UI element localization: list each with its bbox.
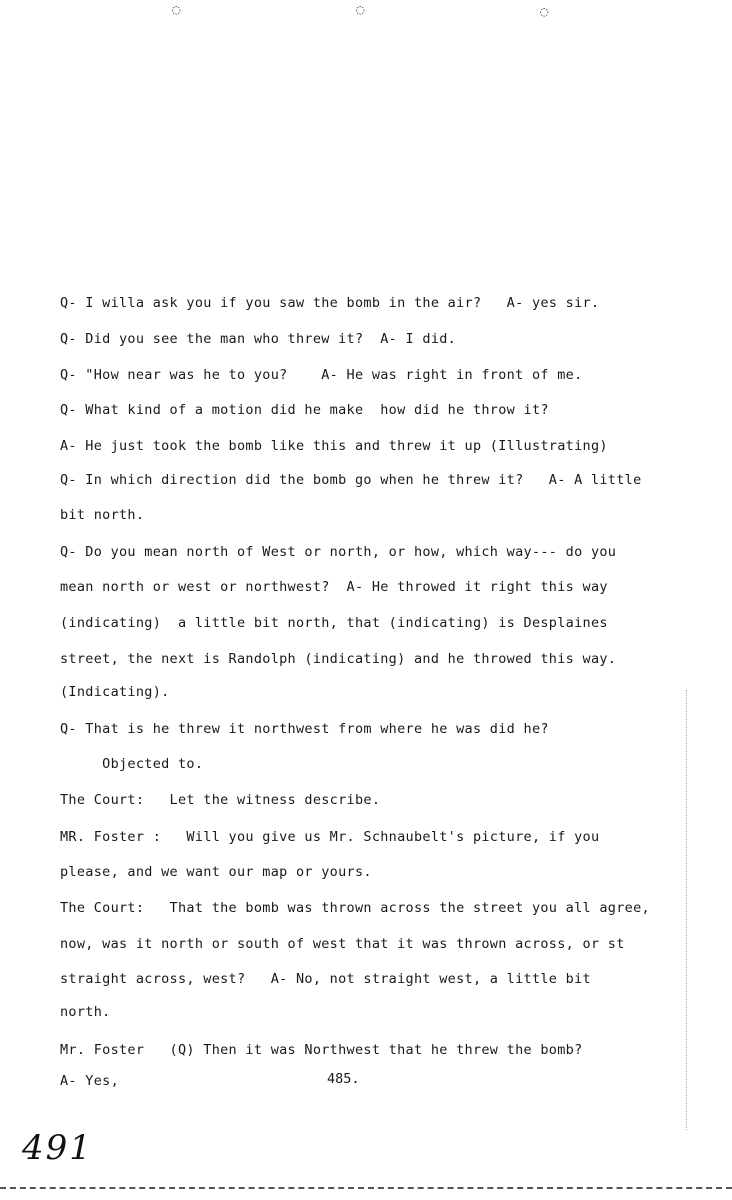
transcript-line: Q- What kind of a motion did he make how did he throw it? — [60, 402, 549, 418]
transcript-line: MR. Foster : Will you give us Mr. Schnaubelt's picture, if you — [60, 829, 600, 845]
typed-page-number: 485. — [327, 1071, 360, 1087]
transcript-line: Q- In which direction did the bomb go when he threw it? A- A little — [60, 472, 642, 488]
handwritten-page-number: 491 — [22, 1128, 93, 1168]
transcript-line: street, the next is Randolph (indicating) and he throwed this way. — [60, 651, 617, 667]
margin-rule — [686, 690, 687, 1130]
transcript-line: The Court: Let the witness describe. — [60, 792, 381, 808]
transcript-line: north. — [60, 1004, 111, 1020]
punch-hole-mark: ◌ — [356, 2, 365, 18]
transcript-line: now, was it north or south of west that it was thrown across, or st — [60, 936, 625, 952]
transcript-line: Q- Did you see the man who threw it? A- I did. — [60, 331, 457, 347]
transcript-line: The Court: That the bomb was thrown across the street you all agree, — [60, 900, 650, 916]
transcript-line: (Indicating). — [60, 684, 170, 700]
punch-hole-mark: ◌ — [172, 2, 181, 18]
transcript-line: bit north. — [60, 507, 145, 523]
transcript-line: straight across, west? A- No, not straight west, a little bit — [60, 971, 591, 987]
transcript-line: Objected to. — [60, 756, 204, 772]
punch-hole-mark: ◌ — [540, 4, 549, 20]
transcript-line: A- Yes, — [60, 1073, 119, 1089]
transcript-line: mean north or west or northwest? A- He throwed it right this way — [60, 579, 608, 595]
page-edge-rule — [0, 1187, 732, 1189]
transcript-line: Q- I willa ask you if you saw the bomb in the air? A- yes sir. — [60, 295, 600, 311]
transcript-line: Q- Do you mean north of West or north, or how, which way--- do you — [60, 544, 617, 560]
transcript-line: A- He just took the bomb like this and threw it up (Illustrating) — [60, 438, 608, 454]
transcript-line: (indicating) a little bit north, that (indicating) is Desplaines — [60, 615, 608, 631]
transcript-line: Q- "How near was he to you? A- He was right in front of me. — [60, 367, 583, 383]
transcript-line: Mr. Foster (Q) Then it was Northwest that he threw the bomb? — [60, 1042, 583, 1058]
transcript-line: Q- That is he threw it northwest from where he was did he? — [60, 721, 549, 737]
transcript-line: please, and we want our map or yours. — [60, 864, 372, 880]
